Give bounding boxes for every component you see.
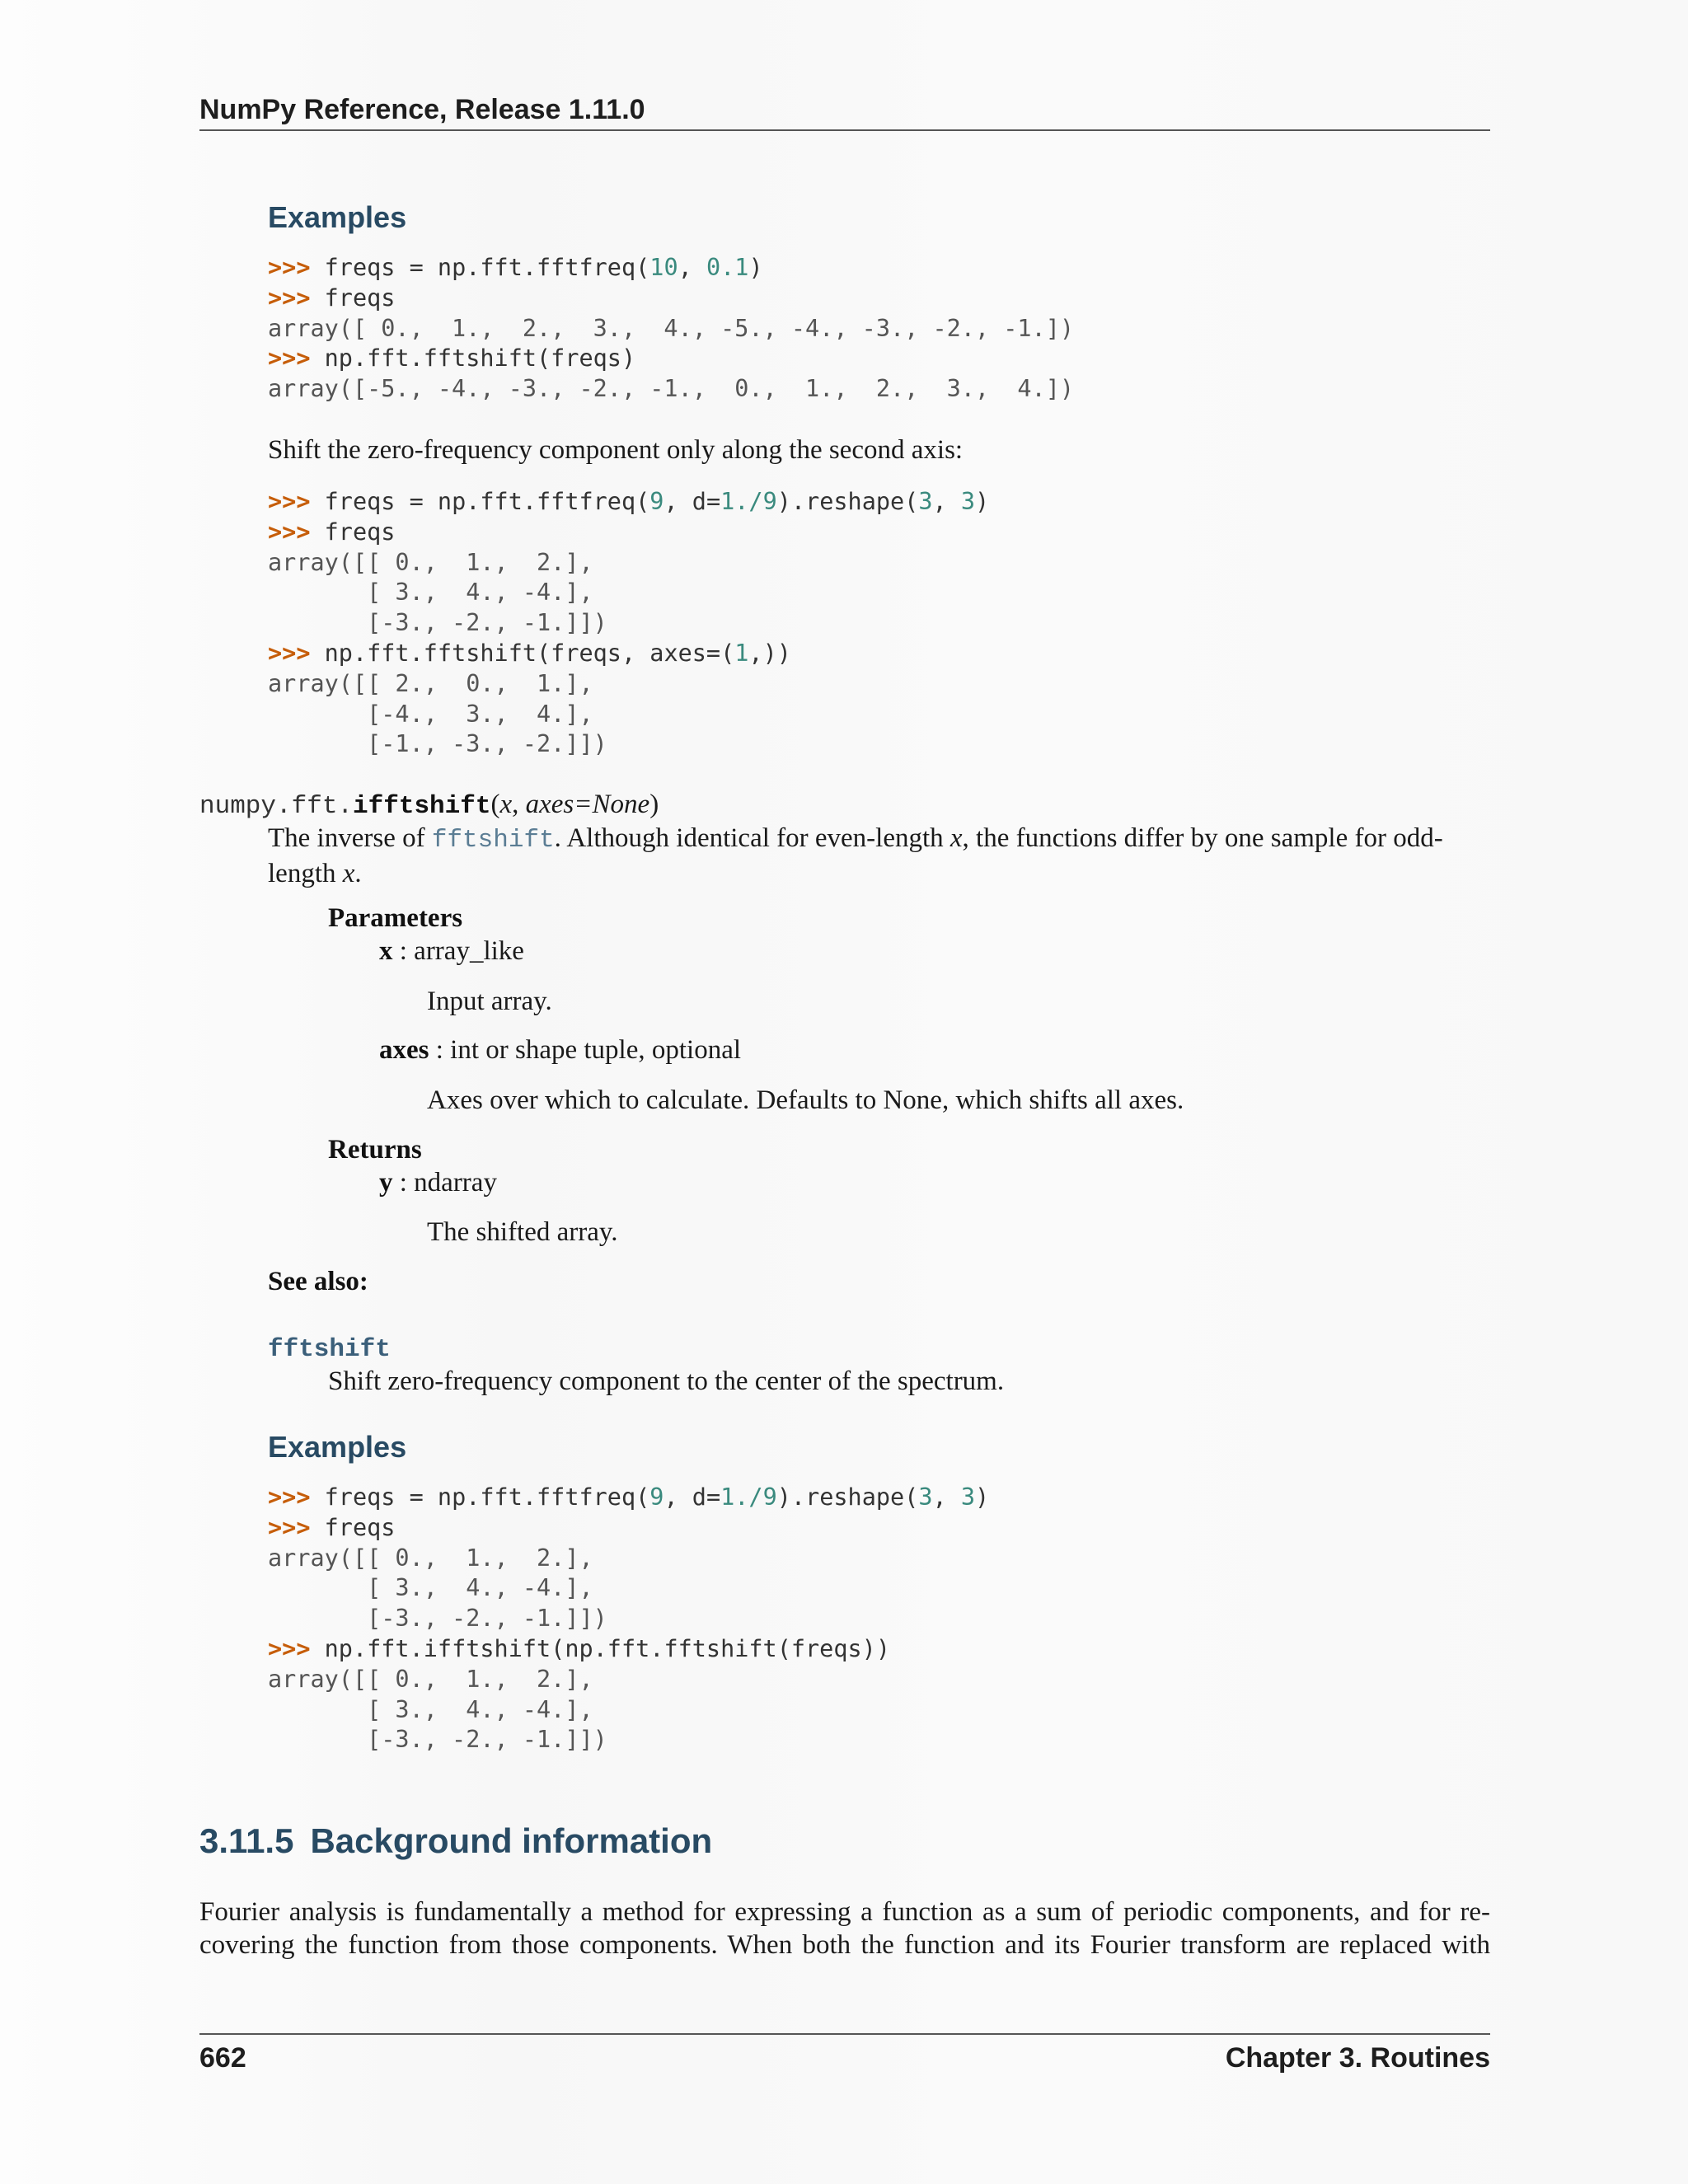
code-token: freqs = np.fft.fftfreq( <box>324 488 650 515</box>
section-number: 3.11.5 <box>199 1821 294 1860</box>
signature-separator: , <box>512 790 526 819</box>
code-token: array([[ 0., 1., 2.], <box>268 1544 593 1572</box>
function-signature <box>199 790 659 821</box>
parameters-heading: Parameters <box>328 903 463 933</box>
param-name: axes <box>379 1035 429 1065</box>
code-token: ).reshape( <box>776 488 919 515</box>
returns-heading: Returns <box>328 1135 422 1165</box>
description-param-x: x <box>342 859 355 888</box>
description-text: . Although identical for even-length <box>554 823 950 853</box>
number-token: 3 <box>918 1483 933 1511</box>
number-token: 9 <box>649 488 664 515</box>
number-token: 3 <box>918 488 933 515</box>
code-line <box>268 1544 593 1572</box>
number-token: 10 <box>649 254 678 281</box>
shift-axis-text: Shift the zero-frequency component only along the second axis: <box>268 435 964 465</box>
description-text: length <box>268 859 343 888</box>
code-line <box>268 549 593 576</box>
code-token: freqs <box>324 518 396 546</box>
see-also-fftshift-link[interactable]: fftshift <box>268 1335 391 1364</box>
code-token: , <box>678 254 706 281</box>
code-token: [ 3., 4., -4.], <box>268 579 593 607</box>
signature-param-axes: axes=None <box>525 790 650 819</box>
code-token: [-3., -2., -1.]]) <box>268 609 607 637</box>
code-token: freqs = np.fft.fftfreq( <box>324 254 650 281</box>
param-description: Input array. <box>427 987 552 1016</box>
code-token: freqs <box>324 284 396 312</box>
examples-heading-1: Examples <box>268 200 407 234</box>
code-token: array([ 0., 1., 2., 3., 4., -5., -4., -3., -2., -1.]) <box>268 314 1075 342</box>
code-token: np.fft.fftshift(freqs) <box>324 344 636 373</box>
code-token: , <box>932 1483 961 1511</box>
return-name: y <box>379 1168 393 1197</box>
code-line <box>268 670 593 697</box>
running-header-title: NumPy Reference, Release 1.11.0 <box>199 94 645 125</box>
return-description: The shifted array. <box>427 1217 618 1247</box>
code-block-1 <box>268 253 1074 405</box>
code-token: [-3., -2., -1.]]) <box>268 1726 607 1754</box>
header-rule <box>199 129 1490 131</box>
code-token: , <box>932 488 961 515</box>
code-token: array([[ 0., 1., 2.], <box>268 1665 593 1693</box>
number-token: 1 <box>734 639 749 667</box>
section-heading <box>199 1821 712 1861</box>
chapter-label: Chapter 3. Routines <box>1225 2042 1490 2074</box>
param-type: : int or shape tuple, optional <box>429 1035 742 1065</box>
signature-close-paren: ) <box>649 790 659 819</box>
code-token: array([[ 2., 0., 1.], <box>268 669 593 697</box>
code-line <box>268 1726 607 1753</box>
prompt-token: >>> <box>268 488 325 515</box>
code-line <box>268 609 607 636</box>
see-also-heading: See also: <box>268 1267 368 1296</box>
code-token: [-3., -2., -1.]]) <box>268 1605 607 1633</box>
function-description <box>268 822 1490 890</box>
footer-rule <box>199 2033 1490 2035</box>
code-token: ).reshape( <box>776 1483 919 1511</box>
code-token: [ 3., 4., -4.], <box>268 1695 593 1723</box>
number-token: 3 <box>960 488 976 515</box>
number-token: 3 <box>960 1483 976 1511</box>
code-line <box>268 1605 607 1632</box>
description-text: . <box>354 859 362 888</box>
code-line <box>268 579 593 606</box>
code-line <box>268 701 593 728</box>
param-x-line <box>379 936 524 967</box>
signature-module: numpy.fft. <box>199 792 354 821</box>
signature-function-name: ifftshift <box>353 792 491 821</box>
prompt-token: >>> <box>268 518 325 546</box>
number-token: 1./9 <box>720 1483 777 1511</box>
code-block-2 <box>268 487 989 760</box>
code-token: array([[ 0., 1., 2.], <box>268 548 593 576</box>
prompt-token: >>> <box>268 639 325 667</box>
examples-heading-2: Examples <box>268 1430 407 1464</box>
code-line <box>268 1514 395 1541</box>
code-block-3 <box>268 1483 989 1755</box>
param-description: Axes over which to calculate. Defaults to None, which shifts all axes. <box>427 1085 1184 1115</box>
code-token: ) <box>748 254 763 281</box>
param-type: : array_like <box>392 936 524 966</box>
code-line <box>268 518 395 546</box>
description-text: The inverse of <box>268 823 432 853</box>
background-paragraph: Fourier analysis is fundamentally a method for expressing a function as a sum of periodic components, and for re-covering the function from those components. When both the function and its Fourier transform are replaced with <box>199 1897 1490 1960</box>
code-line <box>268 375 1074 402</box>
number-token: 1./9 <box>720 488 777 515</box>
code-token: , d= <box>663 1483 721 1511</box>
code-token: freqs = np.fft.fftfreq( <box>324 1483 650 1511</box>
prompt-token: >>> <box>268 1483 325 1511</box>
return-y-line <box>379 1168 497 1198</box>
code-line <box>268 1635 890 1662</box>
description-param-x: x <box>950 823 963 853</box>
code-line <box>268 1574 593 1601</box>
code-token: np.fft.fftshift(freqs, axes=( <box>324 639 735 667</box>
prompt-token: >>> <box>268 1513 325 1541</box>
signature-param-x: x <box>499 790 513 819</box>
section-title: Background information <box>310 1821 713 1860</box>
prompt-token: >>> <box>268 254 325 281</box>
code-token: ) <box>975 488 990 515</box>
page-number: 662 <box>199 2042 246 2074</box>
code-token: array([-5., -4., -3., -2., -1., 0., 1., 2., 3., 4.]) <box>268 375 1075 403</box>
code-line <box>268 1696 593 1723</box>
code-line <box>268 640 791 667</box>
description-text: , the functions differ by one sample for odd- <box>962 823 1443 853</box>
code-token: , d= <box>663 488 721 515</box>
code-token: ,)) <box>748 639 791 667</box>
code-token: np.fft.ifftshift(np.fft.fftshift(freqs)) <box>324 1634 890 1662</box>
code-line <box>268 284 395 312</box>
prompt-token: >>> <box>268 284 325 312</box>
code-line <box>268 488 989 515</box>
code-line <box>268 344 635 372</box>
see-also-description: Shift zero-frequency component to the center of the spectrum. <box>328 1366 1005 1396</box>
return-type: : ndarray <box>392 1168 497 1197</box>
code-line <box>268 1666 593 1693</box>
prompt-token: >>> <box>268 344 325 373</box>
code-token: ) <box>975 1483 990 1511</box>
code-line <box>268 315 1074 342</box>
code-line <box>268 254 763 281</box>
number-token: 0.1 <box>706 254 749 281</box>
code-token: [ 3., 4., -4.], <box>268 1574 593 1602</box>
param-name: x <box>379 936 393 966</box>
number-token: 9 <box>649 1483 664 1511</box>
signature-open-paren: ( <box>490 790 500 819</box>
code-line <box>268 1483 989 1511</box>
code-line <box>268 730 607 757</box>
param-axes-line <box>379 1035 741 1066</box>
code-token: [-4., 3., 4.], <box>268 700 593 728</box>
code-token: [-1., -3., -2.]]) <box>268 730 607 758</box>
code-token: freqs <box>324 1513 396 1541</box>
fftshift-link[interactable]: fftshift <box>431 826 555 855</box>
prompt-token: >>> <box>268 1634 325 1662</box>
